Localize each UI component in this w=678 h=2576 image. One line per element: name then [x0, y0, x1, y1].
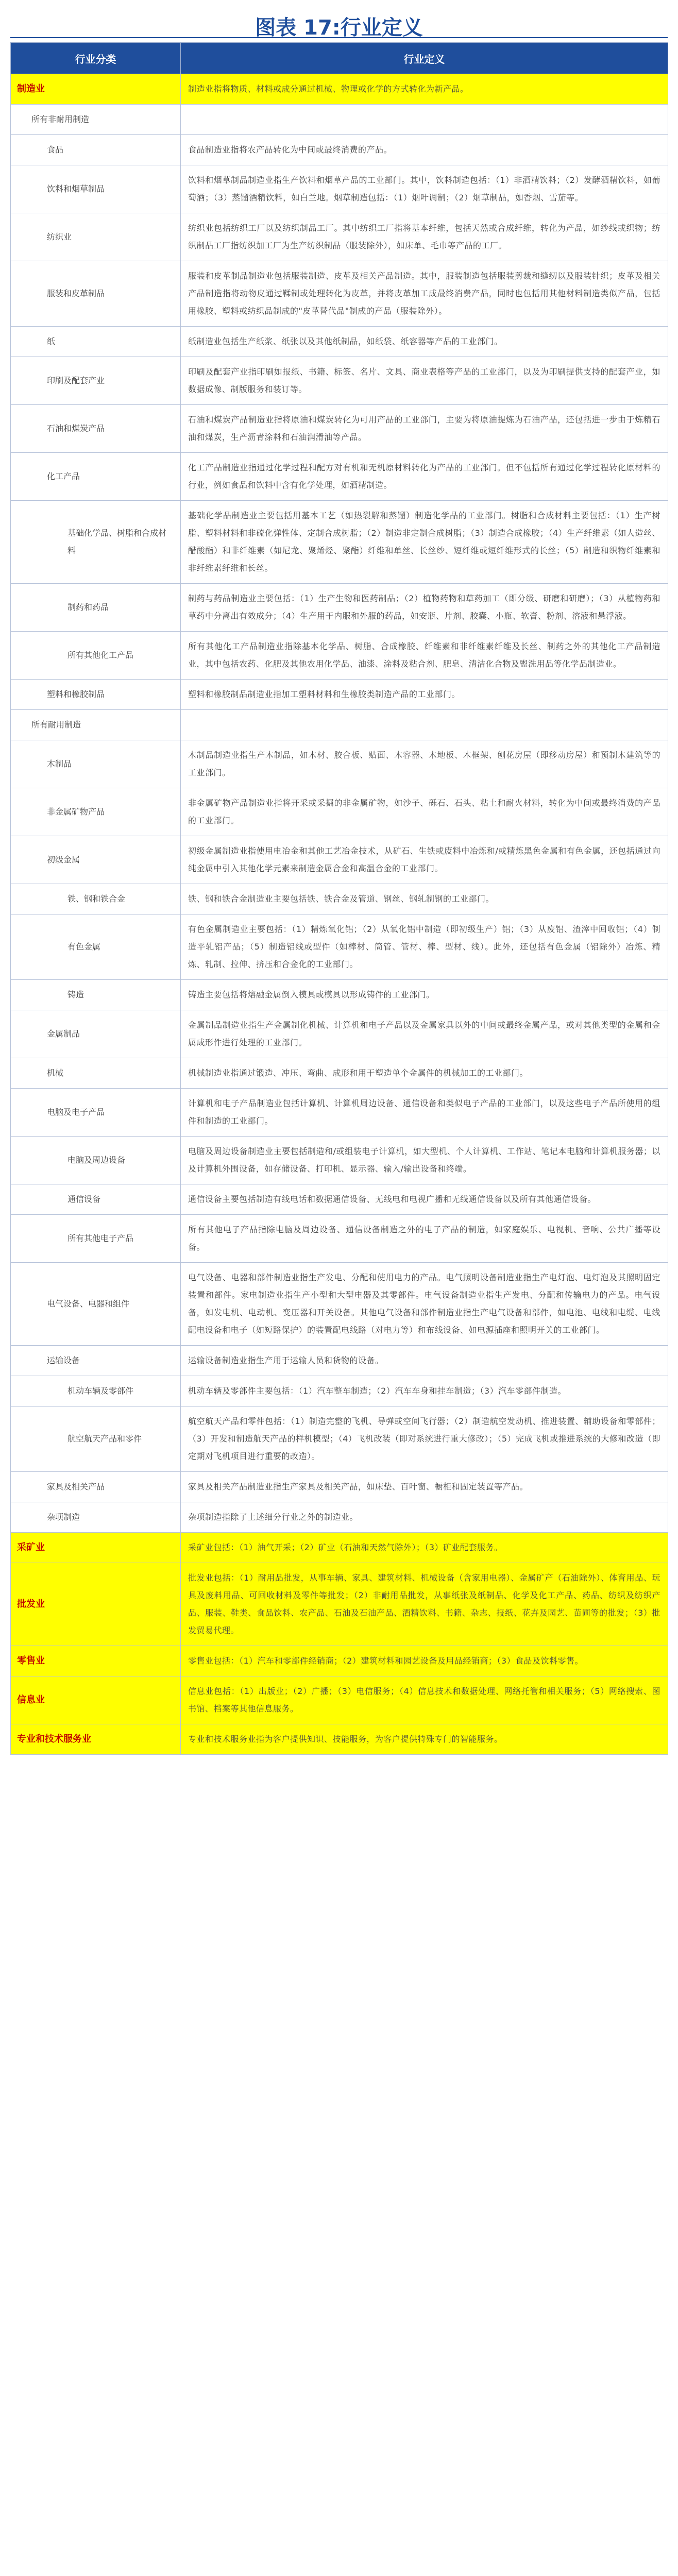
row-category: 制造业: [11, 74, 181, 105]
row-definition: 铸造主要包括将熔融金属倒入模具或模具以形成铸件的工业部门。: [181, 980, 668, 1010]
row-category: 塑料和橡胶制品: [11, 680, 181, 710]
table-row: [11, 584, 668, 632]
row-category: 采矿业: [11, 1533, 181, 1563]
table-row: [11, 1646, 668, 1676]
table-row: [11, 357, 668, 405]
row-category: 纺织业: [11, 213, 181, 261]
row-category: 石油和煤炭产品: [11, 405, 181, 453]
table-row: [11, 501, 668, 584]
table-row: [11, 1184, 668, 1215]
row-definition: 航空航天产品和零件包括：（1）制造完整的飞机、导弹或空间飞行器；（2）制造航空发动机、推进装置、辅助设备和零部件；（3）开发和制造航天产品的样机模型；（4）飞机改装（即对系统进行重大修改）；（5）完成飞机或推进系统的大修和改造（即定期对飞机项目进行重要的改造）。: [181, 1406, 668, 1472]
table-row: [11, 788, 668, 836]
table-row: [11, 740, 668, 788]
row-definition: 化工产品制造业指通过化学过程和配方对有机和无机原材料转化为产品的工业部门。但不包括所有通过化学过程转化原材料的行业，例如食品和饮料中含有化学处理，如酒精制造。: [181, 453, 668, 501]
row-definition: [181, 105, 668, 135]
page-title: 图表 17:行业定义: [255, 16, 423, 40]
row-definition: 食品制造业指将农产品转化为中间或最终消费的产品。: [181, 135, 668, 165]
row-definition: 信息业包括：（1）出版业；（2）广播；（3）电信服务；（4）信息技术和数据处理、网络托管和相关服务；（5）网络搜索、图书馆、档案等其他信息服务。: [181, 1676, 668, 1724]
title-divider: [10, 37, 668, 38]
row-definition: 所有其他电子产品指除电脑及周边设备、通信设备制造之外的电子产品的制造，如家庭娱乐、电视机、音响、公共广播等设备。: [181, 1215, 668, 1263]
row-definition: 电气设备、电器和部件制造业指生产发电、分配和使用电力的产品。电气照明设备制造业指生产电灯泡、电灯泡及其照明固定装置和部件。家电制造业指生产小型和大型电器及其零部件。电气设备制造业指生产发电、分配和传输电力的产品。电气设备，如发电机、电动机、变压器和开关设备。其他电气设备和部件制造业指生产电气设备和部件，如电池、电线和电缆、电线配电设备和电子（如短路保护）的装置配电线路（对电力等）和布线设备、如电源插座和照明开关的工业部门。: [181, 1263, 668, 1346]
table-row: [11, 1406, 668, 1472]
table-row: [11, 1724, 668, 1755]
row-definition: 石油和煤炭产品制造业指将原油和煤炭转化为可用产品的工业部门，主要为将原油提炼为石油产品，还包括进一步由于炼精石油和煤炭，生产沥青涂料和石油润滑油等产品。: [181, 405, 668, 453]
table-row: [11, 1215, 668, 1263]
row-category: 服装和皮革制品: [11, 261, 181, 327]
row-definition: 非金属矿物产品制造业指将开采或采掘的非金属矿物，如沙子、砾石、石头、粘土和耐火材料，转化为中间或最终消费的产品的工业部门。: [181, 788, 668, 836]
table-row: [11, 836, 668, 884]
row-definition: 通信设备主要包括制造有线电话和数据通信设备、无线电和电视广播和无线通信设备以及所有其他通信设备。: [181, 1184, 668, 1215]
row-definition: 饮料和烟草制品制造业指生产饮料和烟草产品的工业部门。其中，饮料制造包括：（1）非酒精饮料；（2）发酵酒精饮料，如葡萄酒；（3）蒸馏酒精饮料，如白兰地。烟草制造包括：（1）烟叶调制；（2）烟草制品，如香烟、雪茄等。: [181, 165, 668, 213]
row-definition: 家具及相关产品制造业指生产家具及相关产品，如床垫、百叶窗、橱柜和固定装置等产品。: [181, 1472, 668, 1502]
row-definition: 塑料和橡胶制品制造业指加工塑料材料和生橡胶类制造产品的工业部门。: [181, 680, 668, 710]
table-row: [11, 884, 668, 914]
table-row: [11, 405, 668, 453]
row-category: 印刷及配套产业: [11, 357, 181, 405]
table-row: [11, 632, 668, 680]
row-definition: 铁、钢和铁合金制造业主要包括铁、铁合金及管道、钢丝、钢轧制钢的工业部门。: [181, 884, 668, 914]
row-definition: 机动车辆及零部件主要包括：（1）汽车整车制造；（2）汽车车身和挂车制造；（3）汽车零部件制造。: [181, 1376, 668, 1406]
table-row: [11, 1010, 668, 1058]
row-category: 基础化学品、树脂和合成材料: [11, 501, 181, 584]
row-category: 专业和技术服务业: [11, 1724, 181, 1755]
industry-definition-table: [10, 42, 668, 1755]
row-category: 所有其他电子产品: [11, 1215, 181, 1263]
row-category: 信息业: [11, 1676, 181, 1724]
table-row: [11, 1346, 668, 1376]
table-row: [11, 1676, 668, 1724]
table-row: [11, 1089, 668, 1137]
row-category: 所有其他化工产品: [11, 632, 181, 680]
row-category: 批发业: [11, 1563, 181, 1646]
header-definition: 行业定义: [181, 43, 668, 74]
table-row: [11, 710, 668, 740]
table-row: [11, 1533, 668, 1563]
table-row: [11, 453, 668, 501]
row-category: 机动车辆及零部件: [11, 1376, 181, 1406]
row-definition: 金属制品制造业指生产金属制化机械、计算机和电子产品以及金属家具以外的中间或最终金属产品，或对其他类型的金属和金属成形件进行处理的工业部门。: [181, 1010, 668, 1058]
table-row: [11, 165, 668, 213]
row-definition: 基础化学品制造业主要包括用基本工艺（如热裂解和蒸馏）制造化学品的工业部门。树脂和合成材料主要包括：（1）生产树脂、塑料材料和非硫化弹性体、定制合成树脂；（2）制造非定制合成树脂；（3）制造合成橡胶；（4）生产纤维素（如人造丝、醋酸酯）和非纤维素（如尼龙、聚烯烃、聚酯）纤维和单丝、长丝纱、短纤维或短纤维形式的长丝；（5）制造和织物纤维素和非纤维素纤维和长丝。: [181, 501, 668, 584]
table-row: [11, 135, 668, 165]
row-definition: 运输设备制造业指生产用于运输人员和货物的设备。: [181, 1346, 668, 1376]
row-definition: 纸制造业包括生产纸浆、纸张以及其他纸制品，如纸袋、纸容器等产品的工业部门。: [181, 327, 668, 357]
row-category: 电脑及电子产品: [11, 1089, 181, 1137]
row-category: 木制品: [11, 740, 181, 788]
row-definition: 木制品制造业指生产木制品，如木材、胶合板、贴面、木容器、木地板、木框架、刨花房屋（即移动房屋）和预制木建筑等的工业部门。: [181, 740, 668, 788]
row-category: 电气设备、电器和组件: [11, 1263, 181, 1346]
row-definition: 机械制造业指通过锻造、冲压、弯曲、成形和用于塑造单个金属件的机械加工的工业部门。: [181, 1058, 668, 1089]
row-category: 所有耐用制造: [11, 710, 181, 740]
row-definition: 所有其他化工产品制造业指除基本化学品、树脂、合成橡胶、纤维素和非纤维素纤维及长丝、制药之外的其他化工产品制造业，其中包括农药、化肥及其他农用化学品、油漆、涂料及粘合剂、肥皂、清洁化合物及盥洗用品等化学品制造业。: [181, 632, 668, 680]
table-row: [11, 74, 668, 105]
row-category: 零售业: [11, 1646, 181, 1676]
row-definition: 杂项制造指除了上述细分行业之外的制造业。: [181, 1502, 668, 1533]
table-row: [11, 1563, 668, 1646]
row-category: 机械: [11, 1058, 181, 1089]
table-row: [11, 105, 668, 135]
table-row: [11, 1472, 668, 1502]
row-definition: 服装和皮革制品制造业包括服装制造、皮革及相关产品制造。其中，服装制造包括服装剪裁和缝纫以及服装针织；皮革及相关产品制造指将动物皮通过鞣制或处理转化为皮革，并将皮革加工成最终消费产品，同时也包括用其他材料制造类似产品，包括用橡胶、塑料或纺织品制成的"皮革替代品"制成的产品（服装除外）。: [181, 261, 668, 327]
row-category: 非金属矿物产品: [11, 788, 181, 836]
row-definition: [181, 710, 668, 740]
row-definition: 零售业包括：（1）汽车和零部件经销商；（2）建筑材料和园艺设备及用品经销商；（3）食品及饮料零售。: [181, 1646, 668, 1676]
table-row: [11, 980, 668, 1010]
table-row: [11, 1263, 668, 1346]
row-category: 饮料和烟草制品: [11, 165, 181, 213]
row-category: 初级金属: [11, 836, 181, 884]
row-definition: 纺织业包括纺织工厂以及纺织制品工厂。其中纺织工厂指将基本纤维，包括天然或合成纤维，转化为产品，如纱线或织物；纺织制品工厂指纺织加工厂为生产纺织制品（服装除外），如床单、毛巾等产品的工厂。: [181, 213, 668, 261]
row-category: 金属制品: [11, 1010, 181, 1058]
table-row: [11, 213, 668, 261]
row-category: 所有非耐用制造: [11, 105, 181, 135]
row-definition: 印刷及配套产业指印刷如报纸、书籍、标签、名片、文具、商业表格等产品的工业部门，以及为印刷提供支持的配套产业，如数据成像、制版服务和装订等。: [181, 357, 668, 405]
row-definition: 制药与药品制造业主要包括：（1）生产生物和医药制品；（2）植物药物和草药加工（即分级、研磨和研磨）；（3）从植物药和草药中分离出有效成分；（4）生产用于内服和外服的药品，如安瓶、片剂、胶囊、小瓶、软膏、粉剂、溶液和悬浮液。: [181, 584, 668, 632]
row-definition: 批发业包括：（1）耐用品批发，从事车辆、家具、建筑材料、机械设备（含家用电器）、金属矿产（石油除外）、体育用品、玩具及废料用品、可回收材料及零件等批发；（2）非耐用品批发，从事纸张及纸制品、化学及化工产品、药品、纺织及纺织产品、服装、鞋类、食品饮料、农产品、石油及石油产品、酒精饮料、书籍、杂志、报纸、花卉及园艺、苗圃等的批发；（3）批发贸易代理。: [181, 1563, 668, 1646]
row-category: 杂项制造: [11, 1502, 181, 1533]
row-category: 家具及相关产品: [11, 1472, 181, 1502]
row-category: 化工产品: [11, 453, 181, 501]
row-category: 航空航天产品和零件: [11, 1406, 181, 1472]
table-row: [11, 1137, 668, 1184]
row-category: 通信设备: [11, 1184, 181, 1215]
row-definition: 初级金属制造业指使用电冶金和其他工艺冶金技术，从矿石、生铁或废料中冶炼和/或精炼黑色金属和有色金属，还包括通过向纯金属中引入其他化学元素来制造金属合金和高温合金的工业部门。: [181, 836, 668, 884]
row-category: 铁、钢和铁合金: [11, 884, 181, 914]
table-body: [11, 74, 668, 1755]
table-row: [11, 1502, 668, 1533]
table-row: [11, 914, 668, 980]
row-category: 电脑及周边设备: [11, 1137, 181, 1184]
table-row: [11, 1058, 668, 1089]
table-row: [11, 261, 668, 327]
row-definition: 电脑及周边设备制造业主要包括制造和/或组装电子计算机，如大型机、个人计算机、工作站、笔记本电脑和计算机服务器；以及计算机外围设备，如存储设备、打印机、显示器、输入/输出设备和终端。: [181, 1137, 668, 1184]
table-row: [11, 1376, 668, 1406]
row-definition: 采矿业包括：（1）油气开采；（2）矿业（石油和天然气除外）；（3）矿业配套服务。: [181, 1533, 668, 1563]
row-definition: 专业和技术服务业指为客户提供知识、技能服务，为客户提供特殊专门的智能服务。: [181, 1724, 668, 1755]
row-category: 纸: [11, 327, 181, 357]
table-row: [11, 680, 668, 710]
row-definition: 有色金属制造业主要包括：（1）精炼氧化铝；（2）从氧化铝中制造（即初级生产）铝；（3）从废铝、渣滓中回收铝；（4）制造平轧铝产品；（5）制造铝线或型件（如棒材、筒管、管材、棒、型材、线）。此外，还包括有色金属（铝除外）冶炼、精炼、轧制、拉伸、挤压和合金化的工业部门。: [181, 914, 668, 980]
header-category: 行业分类: [11, 43, 181, 74]
row-category: 有色金属: [11, 914, 181, 980]
table-row: [11, 327, 668, 357]
row-category: 食品: [11, 135, 181, 165]
row-category: 制药和药品: [11, 584, 181, 632]
table-header-row: [11, 43, 668, 74]
row-category: 铸造: [11, 980, 181, 1010]
row-definition: 计算机和电子产品制造业包括计算机、计算机周边设备、通信设备和类似电子产品的工业部门，以及这些电子产品所使用的组件和制造的工业部门。: [181, 1089, 668, 1137]
row-category: 运输设备: [11, 1346, 181, 1376]
row-definition: 制造业指将物质、材料或成分通过机械、物理或化学的方式转化为新产品。: [181, 74, 668, 105]
